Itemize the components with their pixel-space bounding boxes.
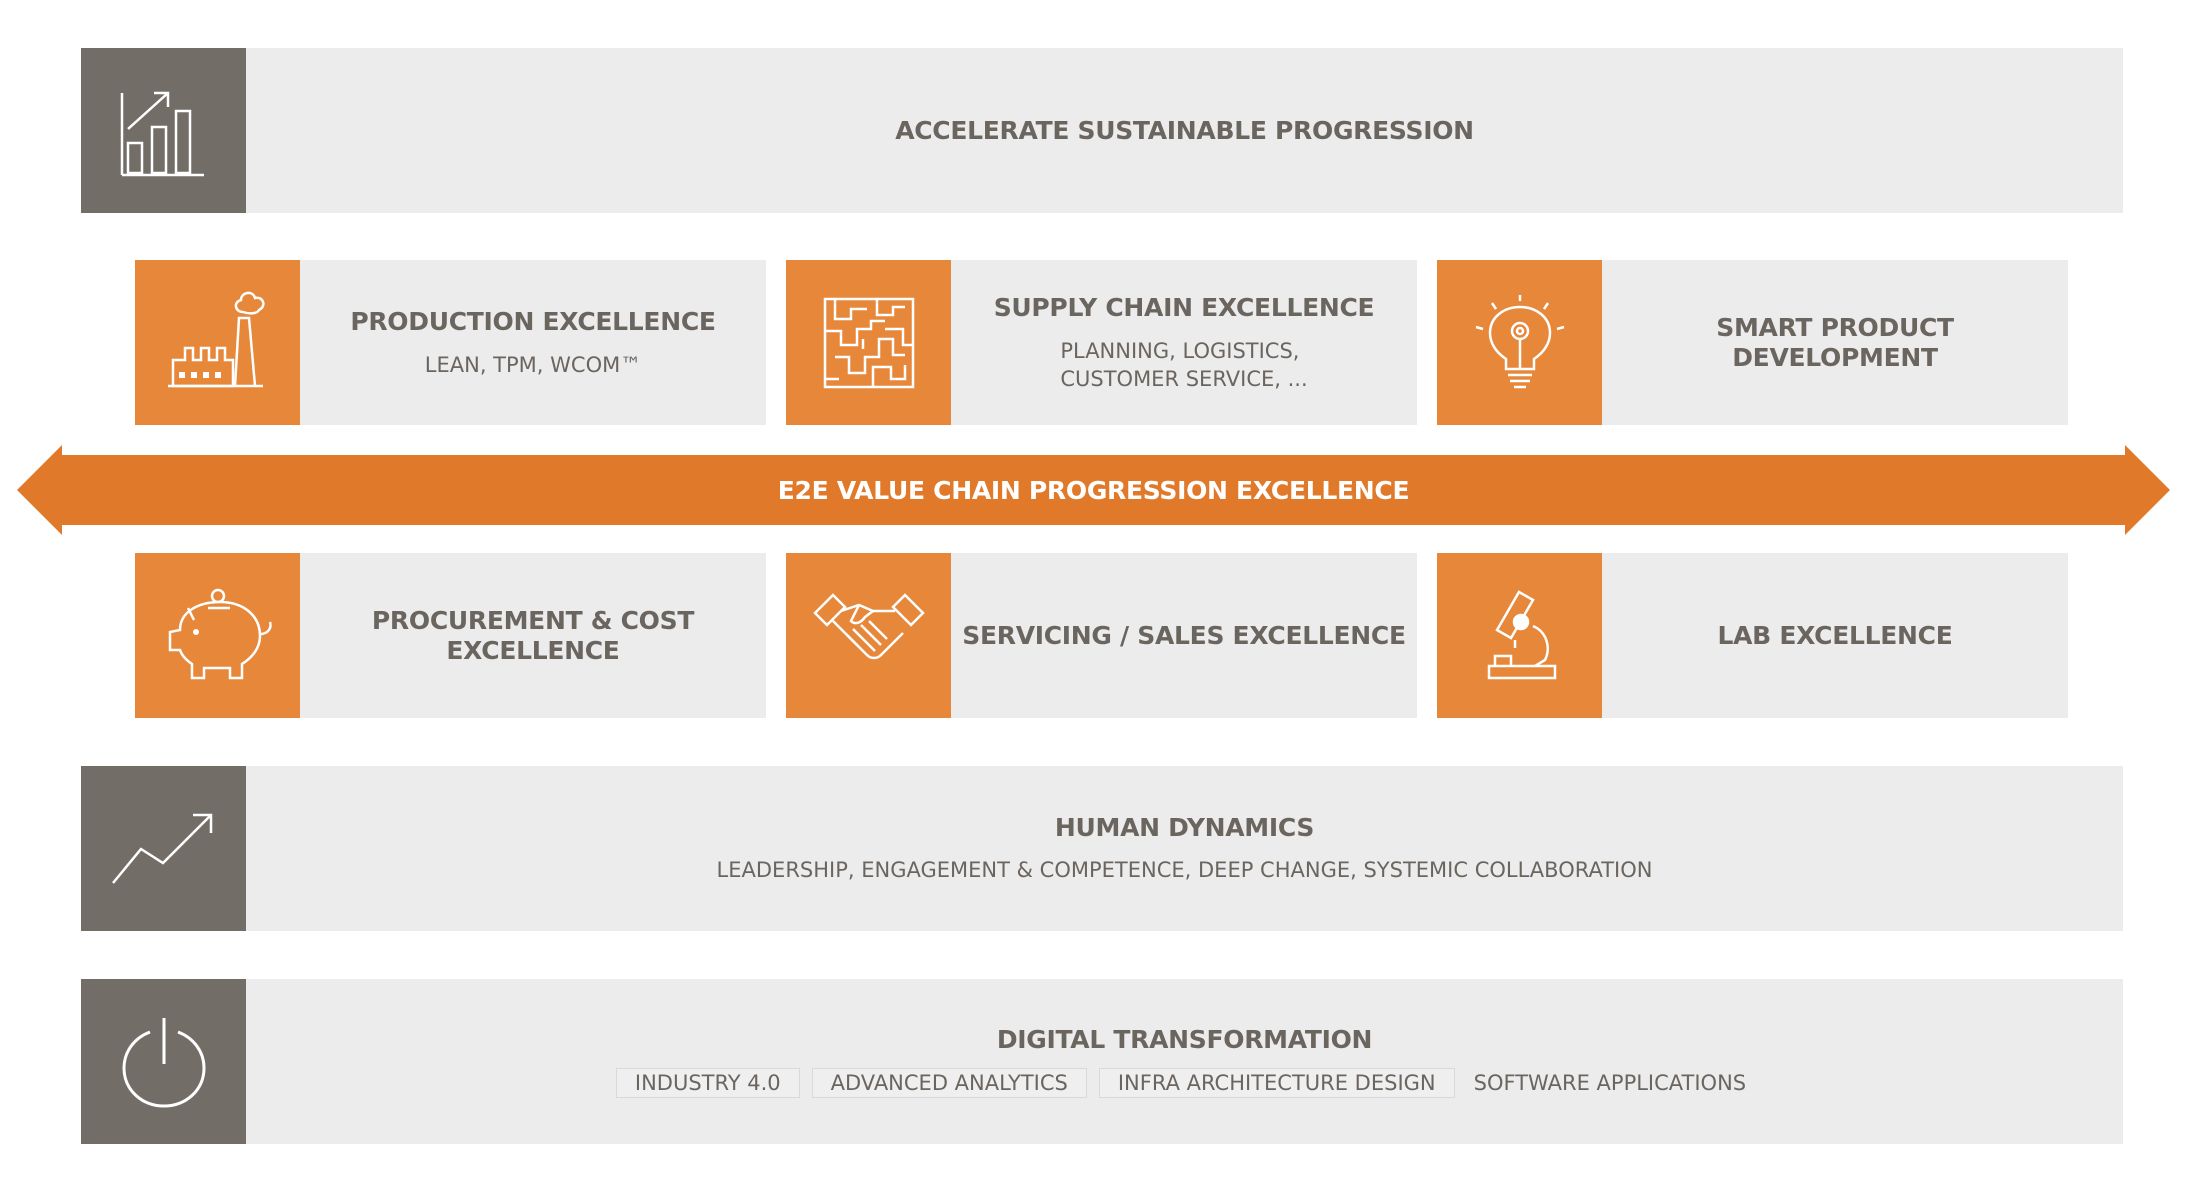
production-excellence-sub: LEAN, TPM, WCOM™ [424,352,642,377]
smart-product-title: SMART PRODUCT DEVELOPMENT [1716,312,1954,372]
accelerate-title: ACCELERATE SUSTAINABLE PROGRESSION [895,116,1474,145]
servicing-title: SERVICING / SALES EXCELLENCE [962,620,1406,650]
lightbulb-gear-icon [1437,260,1602,425]
accelerate-band [81,48,2123,213]
digital-transformation-title: DIGITAL TRANSFORMATION [996,1025,1373,1054]
power-icon [81,979,246,1144]
tag-advanced-analytics: ADVANCED ANALYTICS [812,1068,1087,1098]
card-procurement-excellence [135,553,766,718]
card-production-excellence [135,260,766,425]
maze-icon [786,260,951,425]
digital-transformation-band [81,979,2123,1144]
card-servicing-sales-excellence [786,553,1417,718]
human-dynamics-band [81,766,2123,931]
piggy-bank-icon [135,553,300,718]
tag-software-applications: SOFTWARE APPLICATIONS [1473,1071,1747,1095]
procurement-title-line1: PROCUREMENT & COST [371,605,695,635]
supply-chain-title: SUPPLY CHAIN EXCELLENCE [993,292,1375,322]
trend-up-icon [81,766,246,931]
card-supply-chain-excellence [786,260,1417,425]
bar-chart-growth-icon [81,48,246,213]
card-smart-product-development [1437,260,2068,425]
supply-chain-sub-line2: CUSTOMER SERVICE, ... [1060,366,1308,391]
lab-title: LAB EXCELLENCE [1717,620,1953,650]
tag-industry-4-0: INDUSTRY 4.0 [616,1068,800,1098]
procurement-title-line2: EXCELLENCE [446,635,620,665]
production-excellence-title: PRODUCTION EXCELLENCE [350,306,716,336]
digital-tags [616,1068,1753,1098]
factory-icon [135,260,300,425]
human-dynamics-sub: LEADERSHIP, ENGAGEMENT & COMPETENCE, DEEP CHANGE, SYSTEMIC COLLABORATION [716,858,1653,882]
human-dynamics-title: HUMAN DYNAMICS [1054,813,1315,842]
card-lab-excellence [1437,553,2068,718]
value-chain-label: E2E VALUE CHAIN PROGRESSION EXCELLENCE [777,475,1410,505]
tag-infra-architecture-design: INFRA ARCHITECTURE DESIGN [1099,1068,1455,1098]
microscope-icon [1437,553,1602,718]
handshake-icon [786,553,951,718]
supply-chain-sub-line1: PLANNING, LOGISTICS, [1060,338,1300,363]
